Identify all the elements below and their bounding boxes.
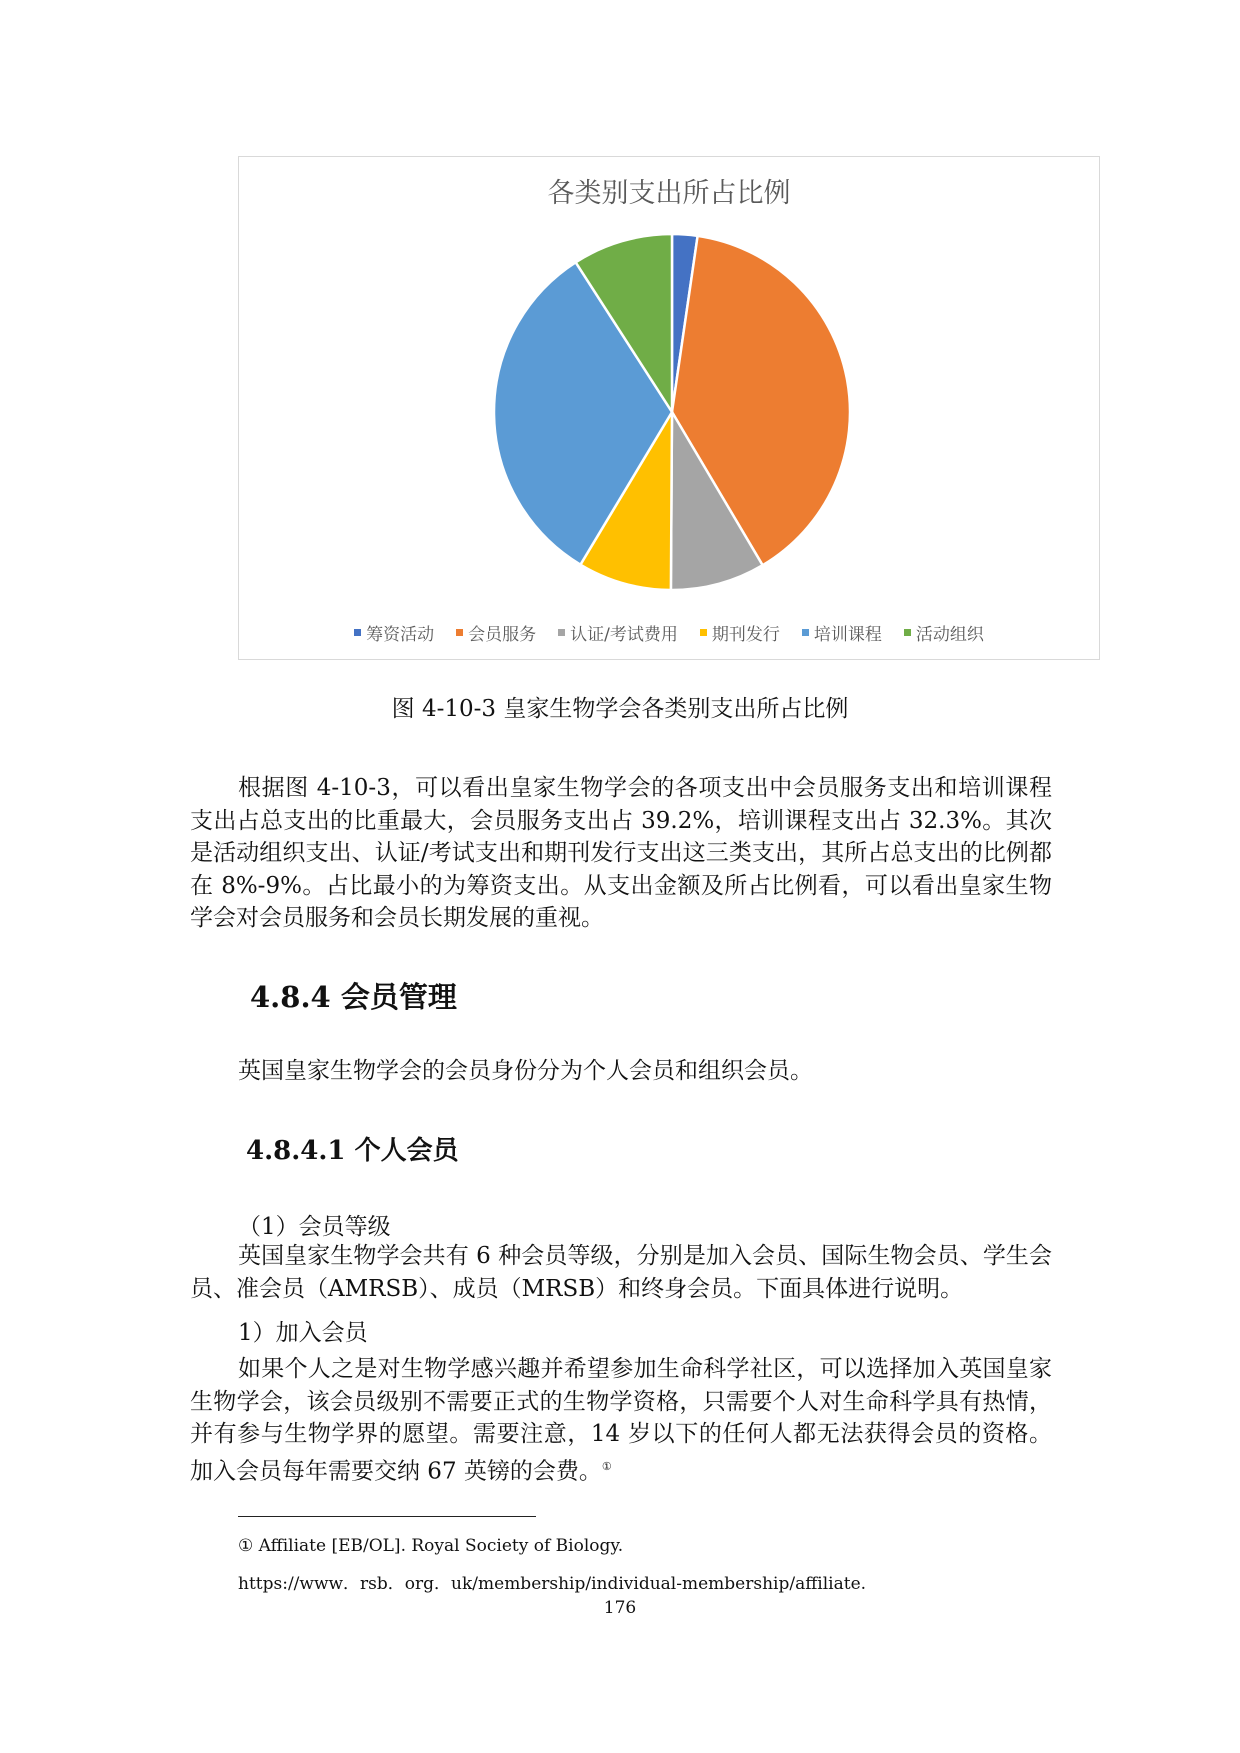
legend-label: 筹资活动 [366,625,435,645]
paragraph-line: 根据图 4-10-3，可以看出皇家生物学会的各项支出中会员服务支出和培训课 [238,775,1029,801]
legend-item [904,620,984,645]
chart-legend [239,620,1099,645]
paragraph-line: 有热情，并有参与生物学界的愿望。需要注意，14 岁以下的任何人都无法获得会 [190,1388,1053,1447]
legend-swatch [904,629,911,636]
legend-label: 认证/考试费用 [570,625,678,645]
legend-item [802,620,882,645]
legend-label: 活动组织 [915,625,984,645]
footnote-divider [238,1516,536,1517]
legend-item [456,620,536,645]
pie-chart [239,157,1101,661]
legend-swatch [700,629,707,636]
pie-chart-frame [238,156,1100,660]
paragraph-line: 其次是活动组织支出、认证/考试支出和期刊发行支出这三类支出，其所占总支 [190,807,1052,866]
legend-label: 培训课程 [813,625,882,645]
legend-label: 期刊发行 [711,625,780,645]
legend-swatch [456,629,463,636]
figure-caption: 图 4-10-3 皇家生物学会各类别支出所占比例 [391,696,849,722]
legend-swatch [802,629,809,636]
paragraph-line: 看出皇家生物学会对会员服务和会员长期发展的重视。 [190,872,1053,931]
footnote-citation: ① Affiliate [EB/OL]. Royal Society of Biology. [238,1536,624,1556]
paragraph-line: 员的资格。加入会员每年需要交纳 67 英镑的会费。 [190,1421,1053,1485]
section-intro: 英国皇家生物学会的会员身份分为个人会员和组织会员。 [238,1058,813,1084]
paragraph-affiliate [190,1353,1052,1488]
item-label-membership-levels: （1）会员等级 [238,1214,391,1240]
legend-label: 会员服务 [468,625,537,645]
paragraph-line: 如果个人之是对生物学感兴趣并希望参加生命科学社区，可以选择加入英国 [238,1356,1006,1382]
footnote-marker: ① [601,1459,612,1473]
legend-item [354,620,434,645]
paragraph-line: 英国皇家生物学会共有 6 种会员等级，分别是加入会员、国际生物会员、学 [238,1243,1006,1269]
section-heading: 4.8.4 会员管理 [250,980,457,1014]
paragraph-analysis [190,772,1052,935]
page-number: 176 [603,1598,637,1618]
legend-item [558,620,678,645]
paragraph-line: 程支出占总支出的比重最大，会员服务支出占 39.2%，培训课程支出占 32.3%。 [190,775,1052,834]
paragraph-line: 生会员、准会员（AMRSB）、成员（MRSB）和终身会员。下面具体进行说明。 [190,1243,1052,1302]
paragraph-line: 出的比例都在 8%-9%。占比最小的为筹资支出。从支出金额及所占比例看，可以 [190,840,1053,899]
chart-title: 各类别支出所占比例 [547,178,791,209]
subsection-heading: 4.8.4.1 个人会员 [246,1136,459,1166]
legend-item [700,620,780,645]
paragraph-membership-levels [190,1240,1052,1305]
legend-swatch [354,629,361,636]
item-label-affiliate: 1）加入会员 [238,1320,368,1346]
paragraph-line: 皇家生物学会，该会员级别不需要正式的生物学资格，只需要个人对生命科学具 [190,1356,1053,1415]
footnote-url[interactable]: https://www．rsb．org．uk/membership/individual-membership/affiliate. [238,1574,867,1594]
legend-swatch [558,629,565,636]
